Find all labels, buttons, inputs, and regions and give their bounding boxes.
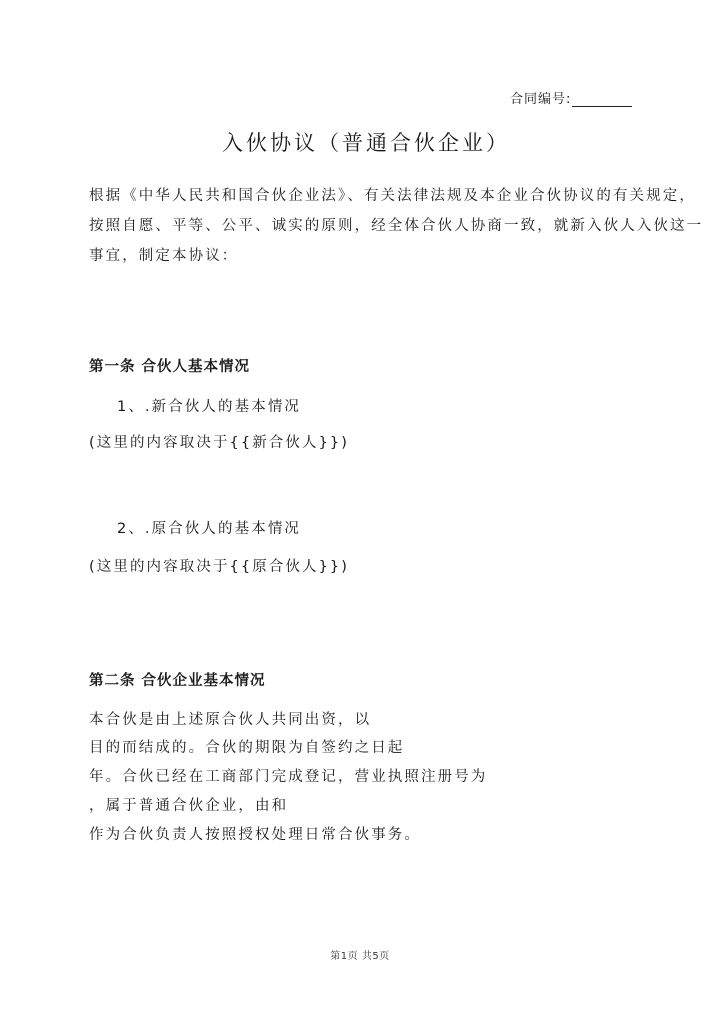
article-1-item-2-content: (这里的内容取决于{{原合伙人}})	[89, 559, 350, 575]
document-title: 入伙协议（普通合伙企业）	[222, 131, 510, 155]
contract-number	[510, 88, 632, 107]
article-2-line-4: ，属于普通合伙企业，由和	[89, 798, 289, 814]
preamble-line-2: 按照自愿、平等、公平、诚实的原则，经全体合伙人协商一致，就新入伙人入伙这一	[89, 218, 704, 234]
page-indicator: 第1页 共5页	[330, 951, 390, 962]
preamble-line-1: 根据《中华人民共和国合伙企业法》、有关法律法规及本企业合伙协议的有关规定，	[89, 188, 696, 204]
article-1-heading: 第一条 合伙人基本情况	[89, 359, 251, 375]
article-2-line-3: 年。合伙已经在工商部门完成登记，营业执照注册号为	[89, 769, 488, 785]
preamble-line-3: 事宜，制定本协议：	[89, 248, 239, 264]
contract-number-label: 合同编号:	[510, 92, 572, 107]
article-2-line-2: 目的而结成的。合伙的期限为自签约之日起	[89, 740, 405, 756]
contract-number-blank	[572, 94, 632, 107]
article-1-item-1-label: 1、.新合伙人的基本情况	[117, 399, 302, 415]
article-2-line-1: 本合伙是由上述原合伙人共同出资，以	[89, 712, 372, 728]
article-1-item-1-content: (这里的内容取决于{{新合伙人}})	[89, 435, 350, 451]
article-1-item-2-label: 2、.原合伙人的基本情况	[117, 521, 302, 537]
article-2-heading: 第二条 合伙企业基本情况	[89, 673, 266, 689]
article-2-line-5: 作为合伙负责人按照授权处理日常合伙事务。	[89, 827, 421, 843]
